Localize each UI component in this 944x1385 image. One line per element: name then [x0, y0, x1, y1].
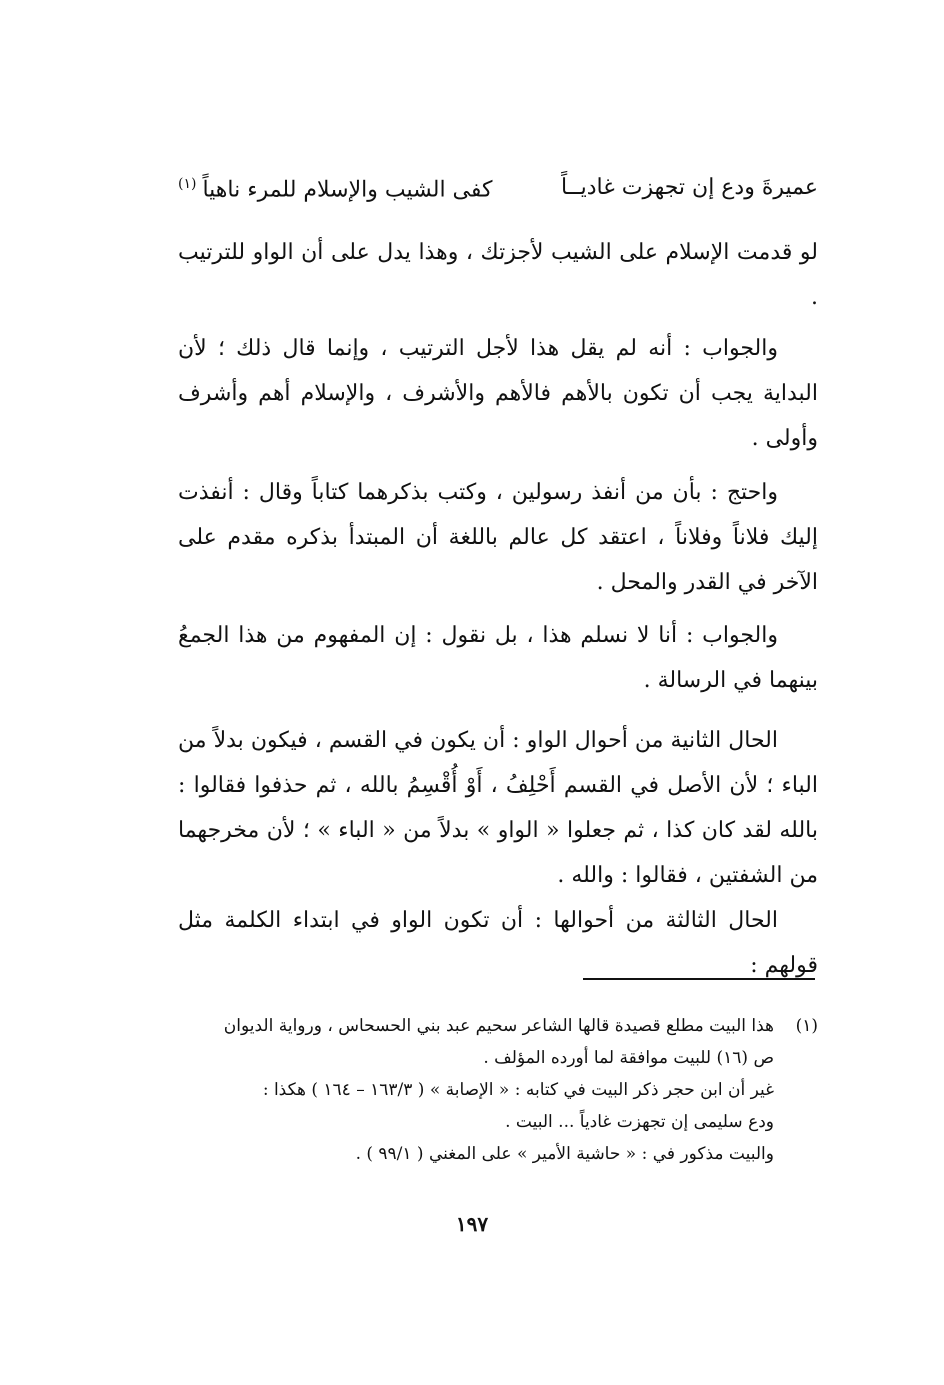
verse-first-half: عميرةَ ودع إن تجهزت غاديــاً [561, 174, 818, 200]
footnote-number: (١) [795, 1016, 818, 1036]
footnote-line-3: غير أن ابن حجر ذكر البيت في كتابه : « الإصابة » ( ١٦٣/٣ – ١٦٤ ) هكذا : [262, 1080, 774, 1100]
page-number: ١٩٧ [455, 1212, 489, 1236]
footnote-line-2: ص (١٦) للبيت موافقة لما أورده المؤلف . [483, 1048, 774, 1068]
paragraph-6: الحال الثالثة من أحوالها : أن تكون الواو في ابتداء الكلمة مثل قولهم : [178, 908, 818, 978]
paragraph-4: والجواب : أنا لا نسلم هذا ، بل نقول : إن المفهوم من هذا الجمعُ بينهما في الرسالة . [178, 623, 818, 693]
poem-verse [178, 165, 818, 209]
footnote-line-1-text: هذا البيت مطلع قصيدة قالها الشاعر سحيم عبد بني الحسحاس ، ورواية الديوان [223, 1016, 774, 1036]
footnote-line-4: ودع سليمى إن تجهزت غادياً ... البيت . [505, 1112, 774, 1132]
verse-second-half-text: كفى الشيب والإسلام للمرء ناهياً [202, 177, 493, 203]
paragraph-3: واحتج : بأن من أنفذ رسولين ، وكتب بذكرهما كتاباً وقال : أنفذت إليك فلاناً وفلاناً ، اعتقد كل عالم باللغة أن المبتدأ بذكره مقدم على الآخر في القدر والمحل . [178, 480, 818, 595]
paragraph-1: لو قدمت الإسلام على الشيب لأجزتك ، وهذا يدل على أن الواو للترتيب . [178, 240, 818, 310]
footnote-divider [583, 978, 815, 980]
footnote [178, 1010, 818, 1170]
verse-second-half [178, 162, 493, 212]
footnote-line-1 [178, 1010, 818, 1042]
paragraph-2: والجواب : أنه لم يقل هذا لأجل الترتيب ، وإنما قال ذلك ؛ لأن البداية يجب أن تكون بالأهم فالأهم والأشرف ، والإسلام أهم وأشرف وأولى . [178, 336, 818, 451]
footnote-line-5: والبيت مذكور في : « حاشية الأمير » على المغني ( ٩٩/١ ) . [355, 1144, 774, 1164]
footnote-reference: (١) [178, 175, 197, 192]
paragraph-5: الحال الثانية من أحوال الواو : أن يكون في القسم ، فيكون بدلاً من الباء ؛ لأن الأصل في القسم أَحْلِفُ ، أَوْ أُقْسِمُ بالله ، ثم حذفوا فقالوا : بالله لقد كان كذا ، ثم جعلوا « الواو » بدلاً من « الباء » ؛ لأن مخرجهما من الشفتين ، فقالوا : والله . [178, 728, 818, 888]
